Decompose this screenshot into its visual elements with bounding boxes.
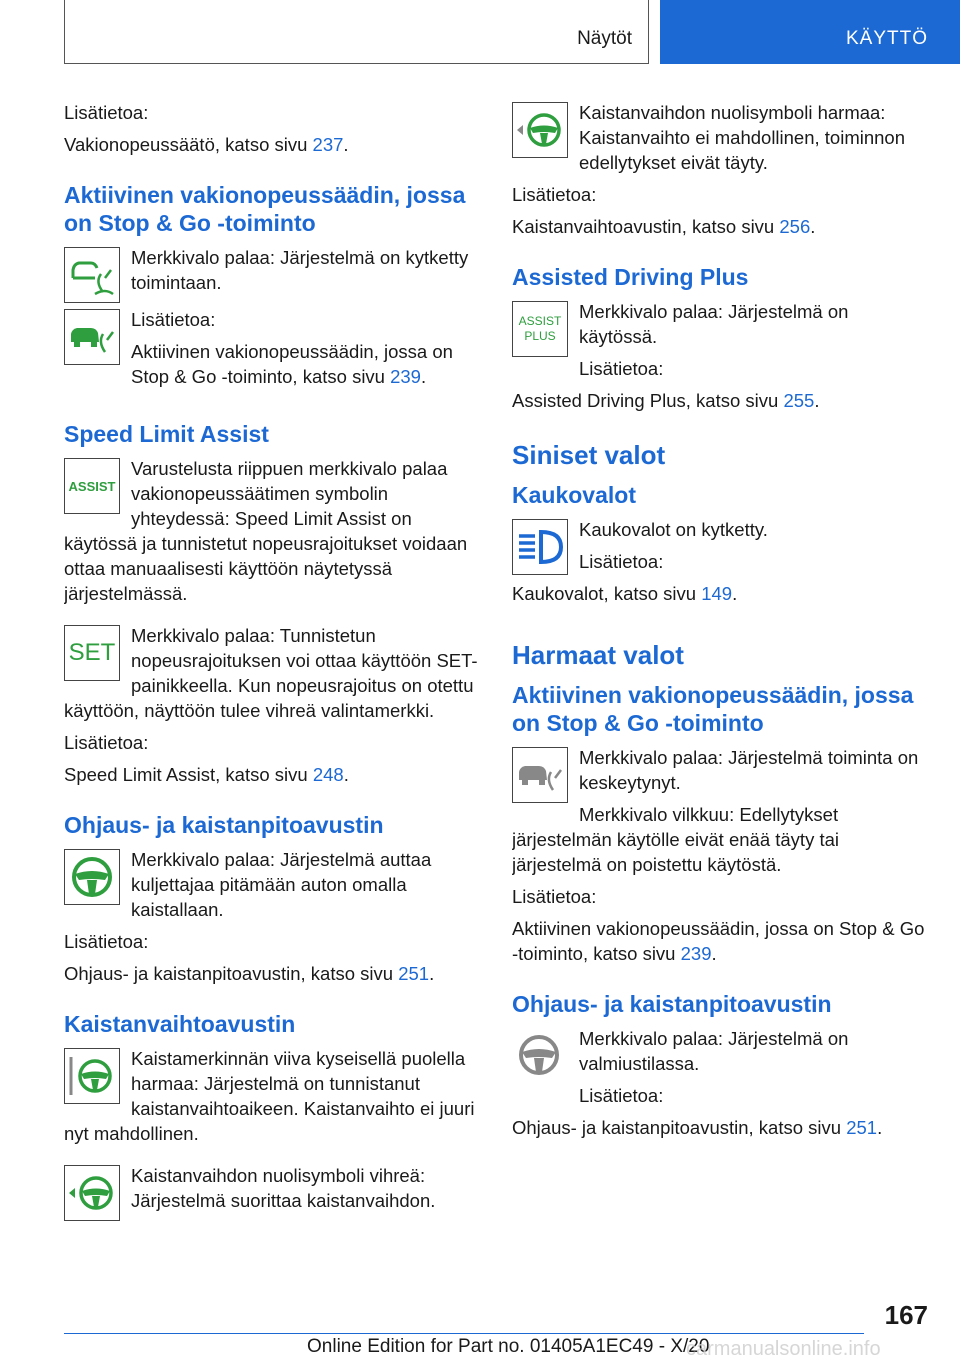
page-link[interactable]: 251	[398, 963, 430, 984]
watermark: carmanualsonline.info	[686, 1338, 881, 1360]
lane-change-green-arrow-icon	[64, 1165, 120, 1221]
page-link[interactable]: 149	[701, 583, 733, 604]
lc-entry-3	[512, 100, 928, 182]
lc-entry-2	[64, 1163, 478, 1225]
more-info-label: Lisätietoa:	[579, 1085, 664, 1106]
gsteer-entry	[512, 1026, 928, 1115]
steer-description: Merkkivalo palaa: Järjestelmä auttaa kuljettajaa pitämään auton omalla kaistallaan.	[131, 849, 432, 920]
acc-green-icon	[64, 247, 120, 303]
hb-description: Kaukovalot on kytketty.	[579, 519, 768, 540]
more-info-label: Lisätietoa:	[579, 551, 664, 572]
section-heading-high-beam: Kaukovalot	[512, 482, 636, 508]
cruise-control-reference: Vakionopeussäätö, katso sivu 237.	[64, 134, 349, 155]
acc-gray-icon	[512, 747, 568, 803]
more-info-label: Lisätietoa:	[131, 309, 216, 330]
gacc-description-1: Merkkivalo palaa: Järjestelmä toiminta on keskeytynyt.	[579, 747, 919, 793]
acc-more-entry	[64, 307, 478, 396]
left-column	[64, 100, 478, 1225]
more-info-label: Lisätietoa:	[579, 358, 664, 379]
page-link[interactable]: 256	[779, 216, 811, 237]
sla-description: Varustelusta riippuen merkkivalo palaa vakionopeussäätimen symbolin yhteydessä: Speed Limit Assist on käytössä ja tunnistetut nopeusrajoitukset voidaan ottaa manuaalisesti käyttöön näytetyssä järjestelmässä.	[64, 458, 468, 604]
page-link[interactable]: 255	[783, 390, 815, 411]
more-info-label: Lisätietoa:	[64, 931, 149, 952]
high-beam-blue-icon	[512, 519, 568, 575]
steering-wheel-gray-icon	[512, 1028, 568, 1084]
section-heading-blue-lights: Siniset valot	[512, 440, 666, 470]
acc-description: Merkkivalo palaa: Järjestelmä on kytketty toimintaan.	[131, 247, 469, 293]
lane-change-gray-arrow-icon	[512, 102, 568, 158]
section-heading-steering-assistant: Ohjaus- ja kaistanpitoavustin	[64, 812, 384, 838]
header-chapter-box	[660, 0, 960, 64]
steer-reference: Ohjaus- ja kaistanpitoavustin, katso sivu 251.	[64, 963, 435, 984]
lc-reference: Kaistanvaihtoavustin, katso sivu 256.	[512, 216, 816, 237]
assist-plus-green-icon: ASSIST PLUS	[512, 301, 568, 357]
steering-wheel-green-icon	[64, 849, 120, 905]
page-number: 167	[884, 1300, 928, 1330]
edition-text: Online Edition for Part no. 01405A1EC49 - X/20	[307, 1336, 710, 1357]
sla-reference: Speed Limit Assist, katso sivu 248.	[64, 764, 349, 785]
section-heading-speed-limit-assist: Speed Limit Assist	[64, 421, 269, 447]
right-column	[512, 100, 928, 1147]
lc-entry-1	[64, 1046, 478, 1153]
more-info-label: Lisätietoa:	[64, 732, 149, 753]
header-chapter-title: KÄYTTÖ	[845, 28, 928, 49]
header-section-box	[64, 0, 649, 64]
gacc-reference: Aktiivinen vakionopeussäädin, jossa on Stop & Go -toiminto, katso sivu 239.	[512, 918, 925, 964]
hb-entry	[512, 517, 928, 613]
lane-change-gray-line-icon	[64, 1048, 120, 1104]
page-link[interactable]: 239	[390, 366, 421, 387]
page-link[interactable]: 239	[680, 943, 712, 964]
section-heading-gray-lights: Harmaat valot	[512, 640, 684, 670]
acc-entry	[64, 245, 478, 307]
sla-entry	[64, 456, 478, 613]
adp-entry	[512, 299, 928, 388]
lc-description-3: Kaistanvaihdon nuolisymboli harmaa: Kaistanvaihto ei mahdollinen, toiminnon edellytykset eivät täyty.	[579, 102, 906, 173]
page-link[interactable]: 237	[312, 134, 344, 155]
footer-divider	[64, 1333, 864, 1334]
section-heading-gray-acc: Aktiivinen vakionopeussäädin, jossa on Stop & Go -toiminto	[512, 682, 914, 736]
adp-description: Merkkivalo palaa: Järjestelmä on käytössä.	[579, 301, 849, 347]
section-heading-lane-change: Kaistanvaihtoavustin	[64, 1011, 296, 1037]
section-heading-acc: Aktiivinen vakionopeussäädin, jossa on Stop & Go -toiminto	[64, 182, 466, 236]
set-description: Merkkivalo palaa: Tunnistetun nopeusrajoituksen voi ottaa käyttöön SET-painikkeella. Kun nopeusrajoitus on otettu käyttöön, näyttöön tulee vihreä valintamerkki.	[64, 625, 478, 721]
lc-description-2: Kaistanvaihdon nuolisymboli vihreä: Järjestelmä suorittaa kaistanvaihdon.	[131, 1165, 436, 1211]
more-info-label: Lisätietoa:	[512, 184, 597, 205]
set-entry	[64, 623, 478, 730]
lc-description-1: Kaistamerkinnän viiva kyseisellä puolella harmaa: Järjestelmä on tunnistanut kaistanvaihtoaikeen. Kaistanvaihto ei juuri nyt mahdollinen.	[64, 1048, 475, 1144]
set-green-icon: SET	[64, 625, 120, 681]
more-info-label: Lisätietoa:	[64, 102, 149, 123]
steer-entry	[64, 847, 478, 929]
more-info-label: Lisätietoa:	[512, 886, 597, 907]
acc-reference: Aktiivinen vakionopeussäädin, jossa on Stop & Go -toiminto, katso sivu 239.	[131, 341, 453, 387]
section-heading-gray-steering: Ohjaus- ja kaistanpitoavustin	[512, 991, 832, 1017]
section-heading-assisted-driving-plus: Assisted Driving Plus	[512, 264, 749, 290]
adp-reference: Assisted Driving Plus, katso sivu 255.	[512, 390, 820, 411]
acc-car-icon	[64, 309, 120, 365]
page-link[interactable]: 251	[846, 1117, 878, 1138]
gsteer-description: Merkkivalo palaa: Järjestelmä on valmiustilassa.	[579, 1028, 849, 1074]
gacc-description-2: Merkkivalo vilkkuu: Edellytykset järjestelmän käytölle eivät enää täyty tai järjestelmä on poistettu käytöstä.	[512, 804, 840, 875]
gsteer-reference: Ohjaus- ja kaistanpitoavustin, katso sivu 251.	[512, 1117, 883, 1138]
page-link[interactable]: 248	[312, 764, 344, 785]
assist-green-icon: ASSIST	[64, 458, 120, 514]
gacc-entry	[512, 745, 928, 884]
header-section-title: Näytöt	[577, 28, 632, 49]
hb-reference: Kaukovalot, katso sivu 149.	[512, 583, 738, 604]
